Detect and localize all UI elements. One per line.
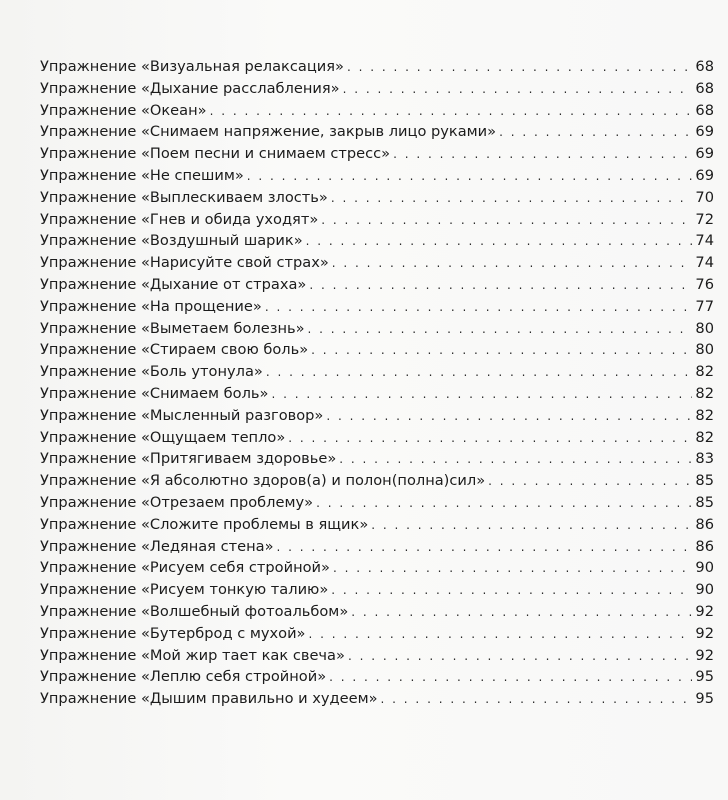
toc-entry-title: Упражнение «Нарисуйте свой страх» <box>40 254 329 272</box>
toc-entry-page-number: 90 <box>695 581 714 599</box>
toc-entry-page-number: 70 <box>695 188 714 206</box>
dot-leader <box>277 537 693 559</box>
toc-entry-page-number: 83 <box>695 450 714 468</box>
toc-entry-title: Упражнение «Океан» <box>40 101 207 119</box>
toc-entry-page-number: 74 <box>695 232 714 250</box>
toc-entry <box>40 78 714 100</box>
toc-entry-page-number: 82 <box>695 406 714 424</box>
toc-entry-title: Упражнение «Снимаем боль» <box>40 384 269 402</box>
toc-entry <box>40 645 714 667</box>
toc-entry-page-number: 95 <box>695 668 714 686</box>
toc-entry <box>40 187 714 209</box>
dot-leader <box>210 101 693 123</box>
dot-leader <box>351 602 692 624</box>
toc-entry <box>40 361 714 383</box>
toc-entry-page-number: 85 <box>695 472 714 490</box>
toc-entry-title: Упражнение «Волшебный фотоальбом» <box>40 602 349 620</box>
toc-entry <box>40 209 714 231</box>
toc-entry <box>40 56 714 78</box>
dot-leader <box>333 558 692 580</box>
toc-entry <box>40 230 714 252</box>
toc-entry-page-number: 72 <box>695 210 714 228</box>
toc-entry-page-number: 80 <box>695 341 714 359</box>
dot-leader <box>488 471 692 493</box>
toc-entry <box>40 405 714 427</box>
dot-leader <box>309 275 692 297</box>
dot-leader <box>331 580 692 602</box>
toc-entry-title: Упражнение «Мысленный разговор» <box>40 406 324 424</box>
toc-entry-title: Упражнение «Не спешим» <box>40 166 244 184</box>
toc-entry <box>40 252 714 274</box>
toc-entry-page-number: 68 <box>695 58 714 75</box>
dot-leader <box>271 384 692 406</box>
dot-leader <box>331 188 693 210</box>
toc-entry-title: Упражнение «Дыхание от страха» <box>40 275 307 293</box>
toc-entry-page-number: 69 <box>695 145 714 163</box>
dot-leader <box>326 406 692 428</box>
toc-entry-page-number: 77 <box>695 297 714 315</box>
dot-leader <box>339 449 692 471</box>
dot-leader <box>381 689 693 711</box>
toc-entry-title: Упражнение «Леплю себя стройной» <box>40 668 327 686</box>
toc-entry <box>40 143 714 165</box>
toc-entry-title: Упражнение «Сложите проблемы в ящик» <box>40 515 369 533</box>
toc-entry <box>40 427 714 449</box>
toc-entry <box>40 318 714 340</box>
dot-leader <box>306 231 693 253</box>
toc-entry-page-number: 92 <box>695 646 714 664</box>
toc-entry <box>40 470 714 492</box>
toc-entry-page-number: 82 <box>695 428 714 446</box>
dot-leader <box>266 362 693 384</box>
dot-leader <box>311 340 692 362</box>
dot-leader <box>308 319 693 341</box>
toc-entry-page-number: 74 <box>695 254 714 272</box>
toc-entry-title: Упражнение «Я абсолютно здоров(а) и полон(полна)сил» <box>40 472 486 490</box>
toc-entry-page-number: 68 <box>695 79 714 97</box>
toc-entry-title: Упражнение «Ледяная стена» <box>40 537 274 555</box>
toc-entry-title: Упражнение «Гнев и обида уходят» <box>40 210 319 228</box>
toc-entry-title: Упражнение «Бутерброд с мухой» <box>40 624 306 642</box>
toc-entry <box>40 383 714 405</box>
toc-entry-title: Упражнение «Снимаем напряжение, закрыв лицо руками» <box>40 123 497 141</box>
toc-entry <box>40 623 714 645</box>
dot-leader <box>371 515 692 537</box>
toc-entry-title: Упражнение «Мой жир тает как свеча» <box>40 646 345 664</box>
table-of-contents <box>40 56 714 710</box>
toc-entry <box>40 666 714 688</box>
toc-entry-page-number: 82 <box>695 384 714 402</box>
toc-entry <box>40 121 714 143</box>
dot-leader <box>288 428 692 450</box>
toc-entry-title: Упражнение «Боль утонула» <box>40 363 263 381</box>
toc-entry-title: Упражнение «Выметаем болезнь» <box>40 319 305 337</box>
toc-entry-page-number: 69 <box>695 166 714 184</box>
toc-entry <box>40 536 714 558</box>
toc-entry-title: Упражнение «На прощение» <box>40 297 262 315</box>
toc-entry-title: Упражнение «Притягиваем здоровье» <box>40 450 337 468</box>
toc-entry-page-number: 82 <box>695 363 714 381</box>
dot-leader <box>265 297 693 319</box>
toc-entry <box>40 579 714 601</box>
dot-leader <box>343 79 693 101</box>
toc-entry-page-number: 85 <box>695 493 714 511</box>
dot-leader <box>348 646 692 668</box>
toc-entry <box>40 274 714 296</box>
toc-entry-title: Упражнение «Выплескиваем злость» <box>40 188 328 206</box>
toc-entry-title: Упражнение «Рисуем себя стройной» <box>40 559 330 577</box>
toc-entry <box>40 514 714 536</box>
dot-leader <box>347 57 692 79</box>
dot-leader <box>321 210 692 232</box>
toc-entry-title: Упражнение «Дыхание расслабления» <box>40 79 340 97</box>
dot-leader <box>393 144 692 166</box>
toc-entry <box>40 557 714 579</box>
toc-entry-page-number: 86 <box>695 537 714 555</box>
toc-entry <box>40 492 714 514</box>
toc-entry <box>40 339 714 361</box>
toc-entry-page-number: 95 <box>695 690 714 708</box>
toc-entry <box>40 296 714 318</box>
toc-entry <box>40 448 714 470</box>
toc-entry-page-number: 92 <box>695 602 714 620</box>
toc-entry-title: Упражнение «Поем песни и снимаем стресс» <box>40 145 391 163</box>
toc-entry-title: Упражнение «Рисуем тонкую талию» <box>40 581 329 599</box>
dot-leader <box>316 493 692 515</box>
toc-entry <box>40 100 714 122</box>
toc-entry-title: Упражнение «Отрезаем проблему» <box>40 493 314 511</box>
dot-leader <box>308 624 692 646</box>
dot-leader <box>499 122 692 144</box>
dot-leader <box>247 166 693 188</box>
toc-entry <box>40 688 714 710</box>
toc-entry-page-number: 69 <box>695 123 714 141</box>
toc-entry-title: Упражнение «Стираем свою боль» <box>40 341 309 359</box>
dot-leader <box>332 253 693 275</box>
toc-entry <box>40 165 714 187</box>
toc-entry <box>40 601 714 623</box>
toc-entry-title: Упражнение «Дышим правильно и худеем» <box>40 690 378 708</box>
toc-entry-page-number: 68 <box>695 101 714 119</box>
toc-entry-page-number: 92 <box>695 624 714 642</box>
toc-entry-title: Упражнение «Воздушный шарик» <box>40 232 303 250</box>
dot-leader <box>329 667 692 689</box>
toc-entry-page-number: 76 <box>695 275 714 293</box>
toc-entry-page-number: 90 <box>695 559 714 577</box>
toc-entry-page-number: 80 <box>695 319 714 337</box>
toc-entry-page-number: 86 <box>695 515 714 533</box>
toc-entry-title: Упражнение «Визуальная релаксация» <box>40 58 344 75</box>
toc-entry-title: Упражнение «Ощущаем тепло» <box>40 428 286 446</box>
